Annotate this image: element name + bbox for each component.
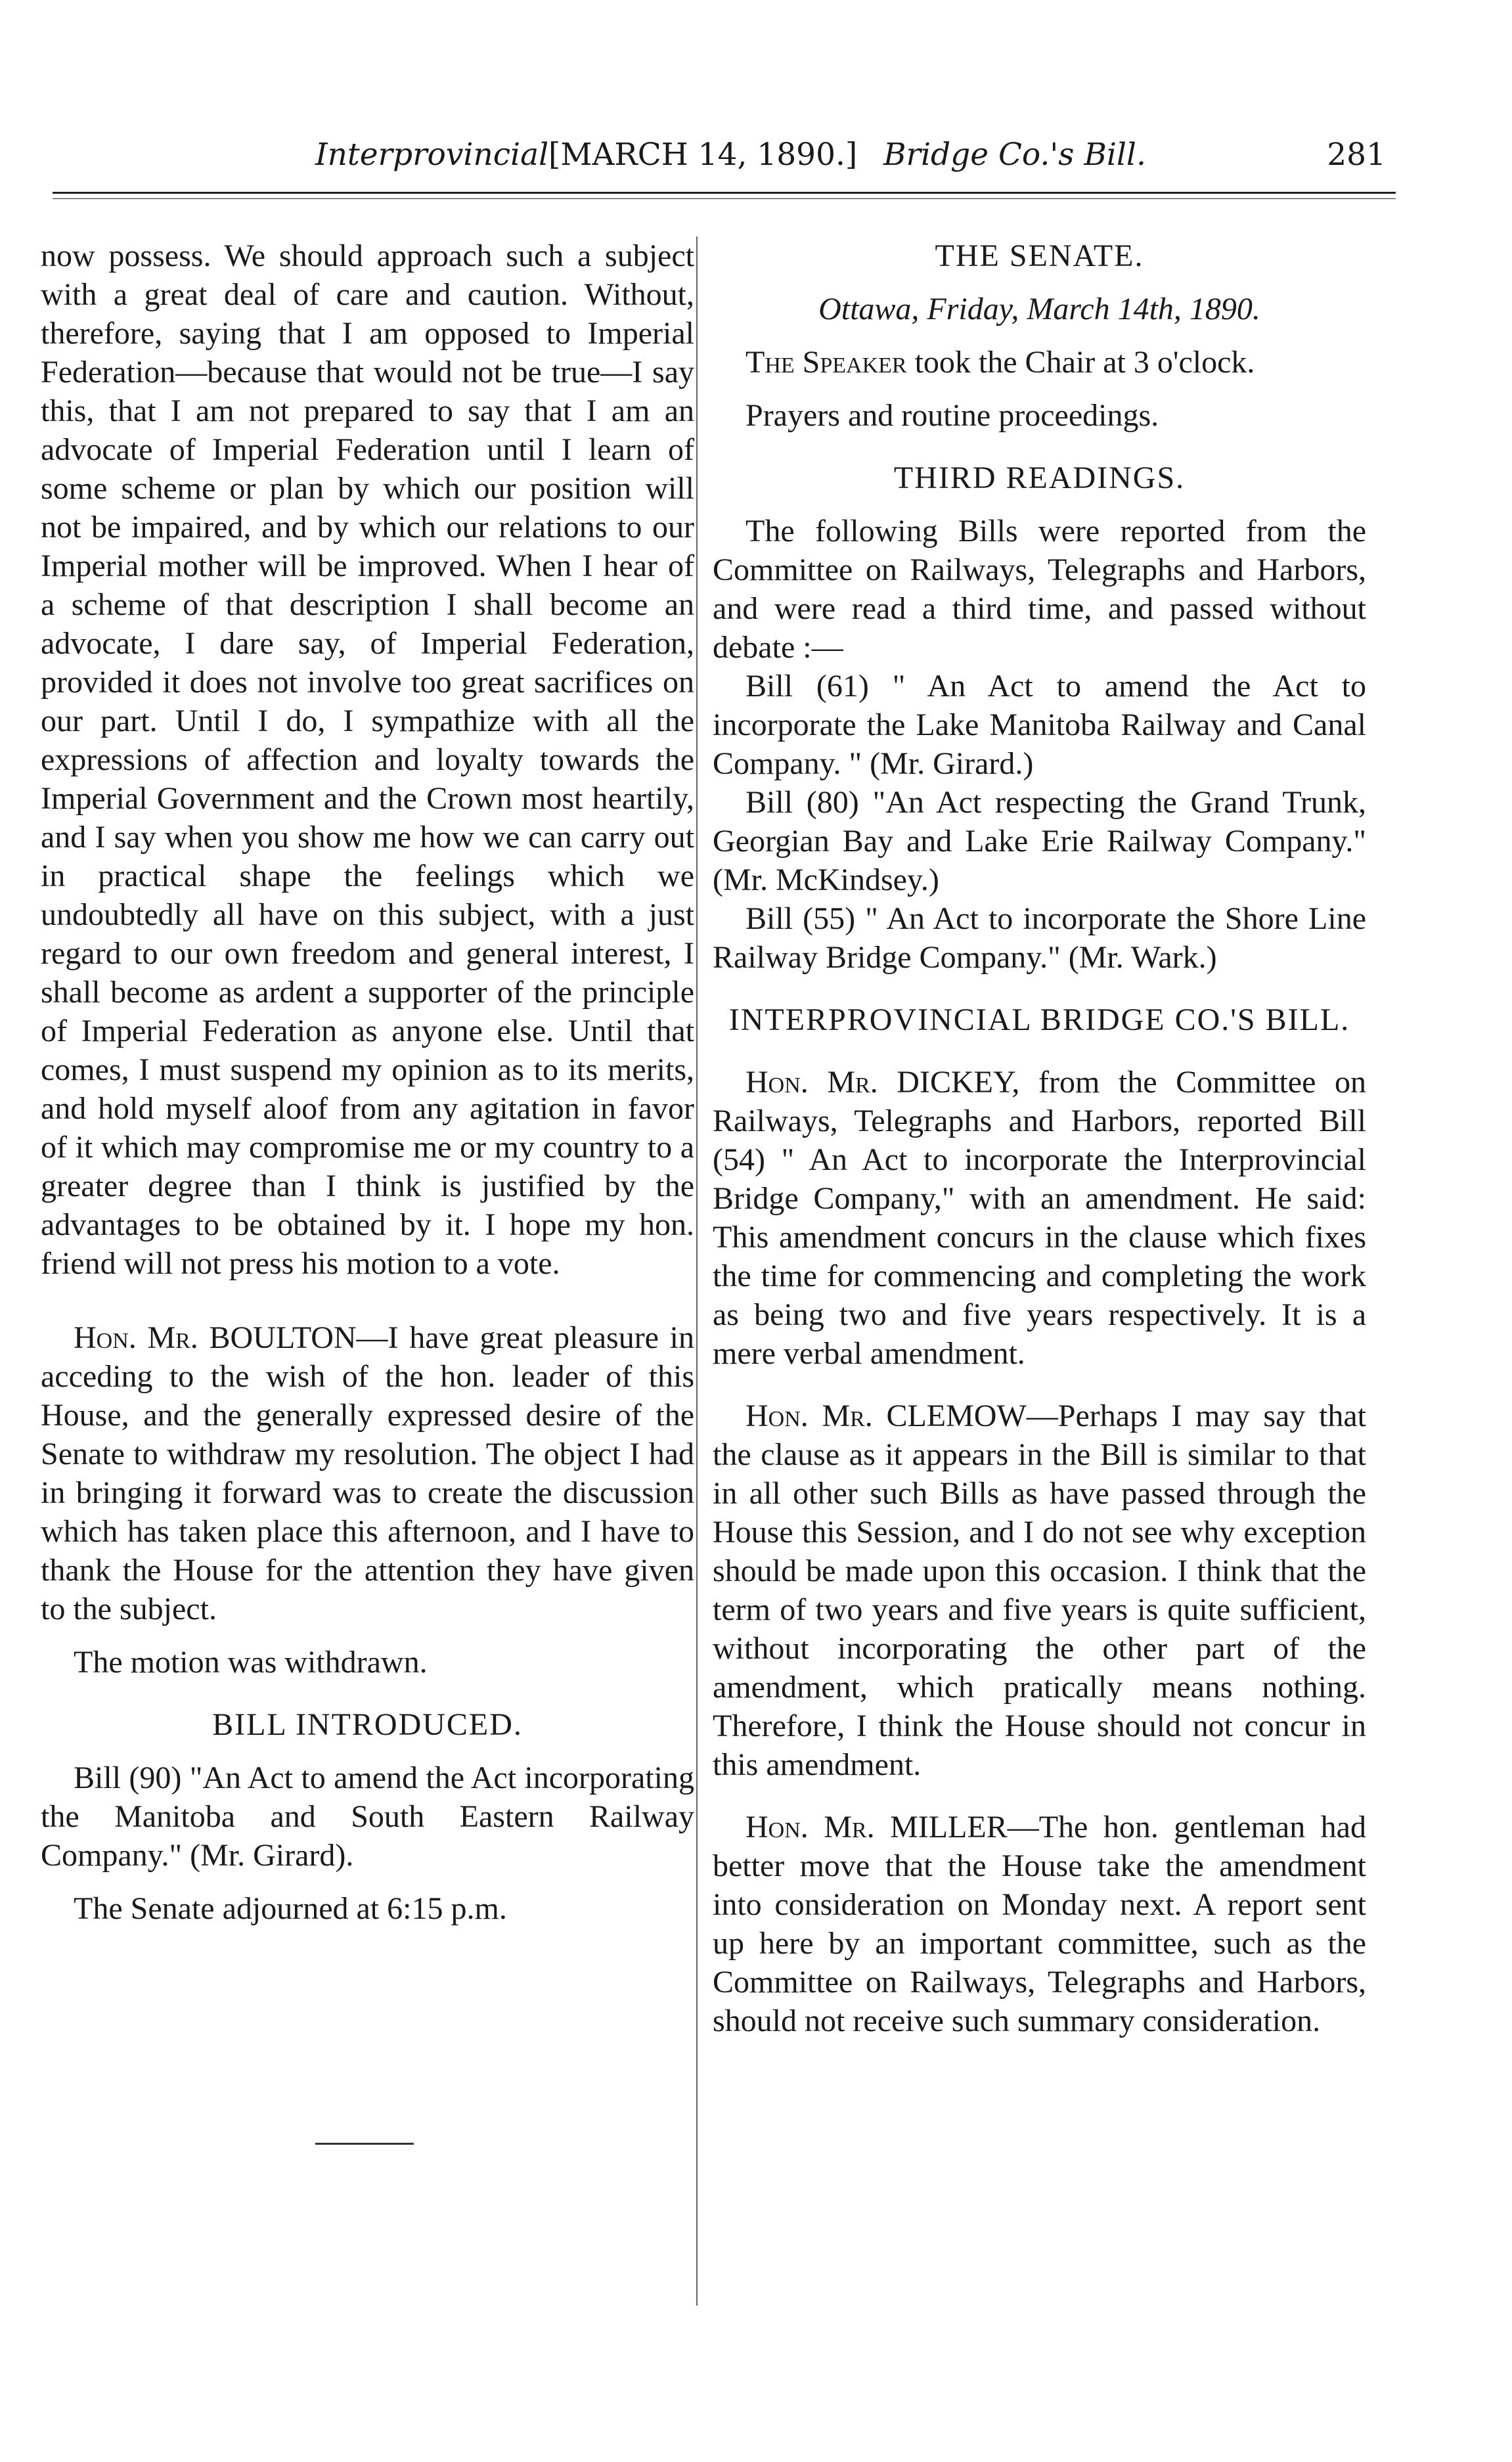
bill-61-text: Bill (61) " An Act to amend the Act to incorporate the Lake Manitoba Railway and Canal Company. " (Mr. Girard.)	[713, 669, 1366, 781]
header-right-title: Bridge Co.'s Bill.	[883, 137, 1146, 173]
speaker-name: Hon. Mr. BOULTON	[74, 1320, 357, 1355]
section-heading-interprovincial: INTERPROVINCIAL BRIDGE CO.'S BILL.	[728, 1002, 1350, 1037]
header-rule-thin	[53, 198, 1396, 199]
header-left-title: Interprovincial	[315, 137, 549, 173]
adjournment-note: The Senate adjourned at 6:15 p.m.	[74, 1891, 507, 1926]
speaker-name: Hon. Mr. DICKEY,	[745, 1065, 1020, 1100]
speaker-name: Hon. Mr. CLEMOW	[745, 1399, 1027, 1433]
end-ornament	[315, 2143, 414, 2145]
speech-text: —I have great pleasure in acceding to the wish of the hon. leader of this House, and the generally expressed desire of the Senate to withdraw my resolution. The object I had in bringing it forward was to create the discussion which has taken place this afternoon, and I have to thank the House for the attention they have given to the subject.	[41, 1320, 695, 1626]
boulton-speech	[41, 1318, 694, 1628]
miller-speech	[713, 1808, 1366, 2040]
bill-80-text: Bill (80) "An Act respecting the Grand Trunk, Georgian Bay and Lake Erie Railway Company." (Mr. McKindsey.)	[713, 785, 1366, 897]
speech-text: —The hon. gentleman had better move that the House take the amendment into consideration on Monday next. A report sent up here by an important committee, such as the Committee on Railways, Telegraphs and Harbors, should not receive such summary consideration.	[713, 1810, 1366, 2038]
bill-90-text: Bill (90) "An Act to amend the Act incorporating the Manitoba and South Eastern Railway Company." (Mr. Girard).	[41, 1760, 694, 1873]
header-date: [MARCH 14, 1890.]	[548, 137, 858, 173]
dickey-speech	[713, 1063, 1366, 1373]
prayers-note: Prayers and routine proceedings.	[745, 398, 1159, 433]
section-heading-third-readings: THIRD READINGS.	[893, 460, 1186, 495]
speech-continuation: now possess. We should approach such a subject with a great deal of care and caution. Without, therefore, saying that I am opposed to Imperial Federation—because that would not be true—I say this, that I am not prepared to say that I am an advocate of Imperial Federation until I learn of some scheme or plan by which our position will not be impaired, and by which our relations to our Imperial mother will be improved. When I hear of a scheme of that description I shall become an advocate, I dare say, of Imperial Federation, provided it does not involve too great sacrifices on our part. Until I do, I sympathize with all the expressions of affection and loyalty towards the Imperial Government and the Crown most heartily, and I say when you show me how we can carry out in practical shape the feelings which we undoubtedly all have on this subject, with a just regard to our own freedom and general interest, I shall become as ardent a supporter of the principle of Imperial Federation as anyone else. Until that comes, I must suspend my opinion as to its merits, and hold myself aloof from any agitation in favor of it which may compromise me or my country to a greater degree than I think is justified by the advantages to be obtained by it. I hope my hon. friend will not press his motion to a vote.	[41, 238, 694, 1281]
running-header	[315, 129, 1386, 181]
right-column	[713, 236, 1366, 2040]
motion-withdrawn: The motion was withdrawn.	[74, 1645, 428, 1680]
speaker-text: took the Chair at 3 o'clock.	[906, 345, 1255, 380]
page-number: 281	[1327, 137, 1386, 173]
bill-55-text: Bill (55) " An Act to incorporate the Shore Line Railway Bridge Company." (Mr. Wark.)	[713, 901, 1366, 975]
header-rule	[53, 192, 1396, 194]
speaker-lead: The Speaker	[745, 345, 907, 380]
section-heading-senate: THE SENATE.	[935, 238, 1144, 273]
dateline: Ottawa, Friday, March 14th, 1890.	[818, 292, 1260, 326]
clemow-speech	[713, 1397, 1366, 1784]
third-readings-intro: The following Bills were reported from the Committee on Railways, Telegraphs and Harbors, and were read a third time, and passed without debate :—	[713, 514, 1366, 665]
speech-text: —Perhaps I may say that the clause as it appears in the Bill is similar to that in all other such Bills as have passed through the House this Session, and I do not see why exception should be made upon this occasion. I think that the term of two years and five years is quite sufficient, without incorporating the other part of the amendment, which pratically means nothing. Therefore, I think the House should not concur in this amendment.	[713, 1399, 1367, 1782]
section-heading-bill-introduced: BILL INTRODUCED.	[212, 1707, 523, 1742]
left-column	[41, 236, 694, 1928]
speech-text: from the Committee on Railways, Telegraphs and Harbors, reported Bill (54) " An Act to incorporate the Interprovincial Bridge Company," with an amendment. He said: This amendment concurs in the clause which fixes the time for commencing and completing the work as being two and five years respectively. It is a mere verbal amendment.	[713, 1065, 1366, 1371]
column-divider	[696, 236, 698, 2306]
speaker-took-chair	[713, 343, 1366, 382]
speaker-name: Hon. Mr. MILLER	[745, 1810, 1008, 1845]
